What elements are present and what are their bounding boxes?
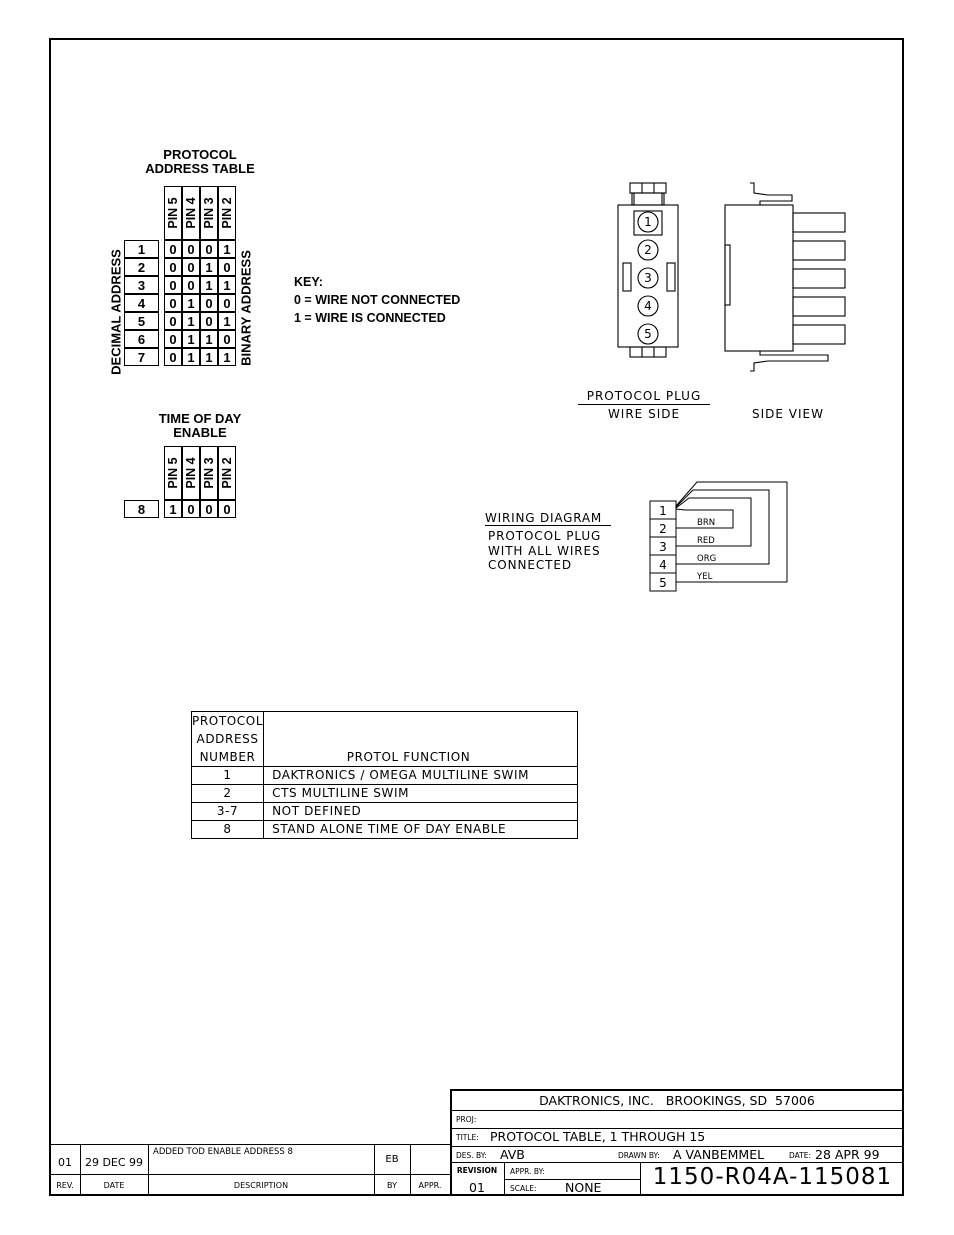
protocol-function-table: [191, 711, 578, 839]
binary-bit-cell: 1: [182, 294, 200, 312]
binary-bit-cell: 0: [182, 258, 200, 276]
wire-label-brn: BRN: [697, 518, 716, 528]
wiring-desc-line3: CONNECTED: [488, 558, 572, 572]
decimal-address-cell: 1: [124, 240, 159, 258]
address-pin-header: [218, 186, 236, 240]
drawn-by-label: DRAWN BY:: [618, 1151, 660, 1160]
revision-rev: 01: [58, 1156, 72, 1169]
decimal-address-cell: 7: [124, 348, 159, 366]
wiring-wires: [676, 482, 787, 582]
tod-pin-header: [218, 446, 236, 500]
tod-pin-header-label: PIN 2: [220, 457, 234, 489]
plug-pin-label-5: 5: [644, 327, 652, 341]
tod-table-title: [130, 412, 270, 440]
address-pin-header: [200, 186, 218, 240]
decimal-address-cell: 2: [124, 258, 159, 276]
decimal-address-label: DECIMAL ADDRESS: [108, 249, 124, 375]
binary-address-label: BINARY ADDRESS: [238, 250, 254, 366]
plug-label-side-view: SIDE VIEW: [752, 407, 824, 421]
wiring-pin-4: 4: [659, 558, 667, 572]
title-label: TITLE:: [456, 1133, 479, 1142]
date-value: 28 APR 99: [815, 1147, 880, 1162]
key-block: [294, 273, 460, 327]
scale-value: NONE: [565, 1180, 602, 1195]
tod-bit-cell: 0: [182, 500, 200, 518]
header-address-number: [192, 712, 264, 767]
tod-pin-header-label: PIN 5: [166, 457, 180, 489]
tod-pin-header: [200, 446, 218, 500]
binary-bit-cell: 0: [218, 330, 236, 348]
header-function: [264, 712, 578, 767]
address-table-title-line2: ADDRESS TABLE: [145, 161, 255, 176]
binary-bit-cell: 1: [200, 348, 218, 366]
scale-label: SCALE:: [510, 1184, 537, 1193]
revision-hdr-description: DESCRIPTION: [233, 1181, 289, 1190]
key-line-0: 0 = WIRE NOT CONNECTED: [294, 293, 461, 307]
address-pin-header-label: PIN 4: [184, 197, 198, 229]
decimal-address-cell: 5: [124, 312, 159, 330]
address-pin-header: [164, 186, 182, 240]
drawing-number: 1150-R04A-115081: [652, 1164, 893, 1190]
binary-bit-cell: 0: [200, 240, 218, 258]
tod-pin-header-label: PIN 3: [202, 457, 216, 489]
table-row: [192, 767, 578, 785]
wiring-desc-line2: WITH ALL WIRES: [488, 543, 601, 558]
binary-bit-cell: 0: [164, 348, 182, 366]
revision-hdr-by: BY: [387, 1181, 397, 1190]
key-line-1: 1 = WIRE IS CONNECTED: [294, 311, 446, 325]
binary-bit-cell: 1: [218, 240, 236, 258]
binary-bit-cell: 1: [200, 276, 218, 294]
row-function: CTS MULTILINE SWIM: [264, 785, 578, 803]
plug-side-view: [725, 183, 845, 371]
revision-date: 29 DEC 99: [84, 1156, 144, 1169]
wiring-pin-3: 3: [659, 540, 667, 554]
header-col1-line3: NUMBER: [199, 750, 256, 764]
binary-bit-cell: 0: [182, 240, 200, 258]
binary-bit-cell: 0: [164, 240, 182, 258]
drawn-by-value: A VANBEMMEL: [673, 1147, 765, 1162]
row-number: 8: [192, 821, 264, 839]
decimal-address-cell: 3: [124, 276, 159, 294]
tod-bit-cell: 1: [164, 500, 182, 518]
address-table-title: [120, 148, 280, 176]
revision-value: 01: [469, 1180, 485, 1195]
table-row: [192, 803, 578, 821]
revision-hdr-date: DATE: [103, 1181, 125, 1190]
binary-bit-cell: 0: [164, 312, 182, 330]
tod-pin-header: [182, 446, 200, 500]
wire-label-red: RED: [697, 536, 715, 546]
revision-hdr-rev: REV.: [56, 1181, 74, 1190]
plug-label-main: PROTOCOL PLUG: [578, 389, 710, 405]
des-by-label: DES. BY:: [456, 1151, 487, 1160]
address-table-title-line1: PROTOCOL: [163, 147, 237, 162]
drawing-title: PROTOCOL TABLE, 1 THROUGH 15: [490, 1129, 706, 1144]
binary-bit-cell: 0: [200, 312, 218, 330]
header-col1-line1: PROTOCOL: [192, 714, 264, 728]
binary-bit-cell: 0: [218, 258, 236, 276]
binary-bit-cell: 1: [182, 348, 200, 366]
des-by-value: AVB: [500, 1147, 525, 1162]
wiring-pin-5: 5: [659, 576, 667, 590]
revision-description: ADDED TOD ENABLE ADDRESS 8: [153, 1147, 293, 1157]
wiring-title: WIRING DIAGRAM: [485, 511, 611, 526]
binary-bit-cell: 0: [164, 330, 182, 348]
date-label: DATE:: [789, 1151, 812, 1160]
binary-bit-cell: 1: [200, 258, 218, 276]
decimal-address-cell: 4: [124, 294, 159, 312]
proj-label: PROJ:: [456, 1115, 477, 1124]
wiring-description: [488, 529, 601, 573]
binary-bit-cell: 1: [182, 312, 200, 330]
plug-label-wire-side: WIRE SIDE: [607, 407, 681, 421]
table-row: [192, 821, 578, 839]
row-function: STAND ALONE TIME OF DAY ENABLE: [264, 821, 578, 839]
wiring-pin-2: 2: [659, 522, 667, 536]
binary-bit-cell: 1: [200, 330, 218, 348]
row-number: 3-7: [192, 803, 264, 821]
binary-bit-cell: 0: [164, 276, 182, 294]
tod-title-line1: TIME OF DAY: [158, 411, 242, 426]
header-function-label: PROTOL FUNCTION: [346, 750, 471, 764]
binary-bit-cell: 1: [218, 348, 236, 366]
binary-bit-cell: 0: [218, 294, 236, 312]
appr-by-label: APPR. BY:: [510, 1167, 545, 1176]
tod-decimal-cell: 8: [124, 500, 159, 518]
wiring-diagram: [645, 478, 795, 593]
plug-pin-label-2: 2: [644, 243, 652, 257]
tod-title-line2: ENABLE: [173, 425, 227, 440]
binary-bit-cell: 1: [182, 330, 200, 348]
revision-label: REVISION: [456, 1166, 498, 1175]
binary-bit-cell: 1: [218, 312, 236, 330]
plug-pin-label-1: 1: [644, 215, 652, 229]
address-pin-header-label: PIN 2: [220, 197, 234, 229]
table-row: [192, 785, 578, 803]
binary-bit-cell: 0: [200, 294, 218, 312]
binary-bit-cell: 0: [182, 276, 200, 294]
address-pin-header-label: PIN 3: [202, 197, 216, 229]
key-title: KEY:: [294, 275, 323, 289]
plug-pin-label-3: 3: [644, 271, 652, 285]
wiring-pin-1: 1: [659, 504, 667, 518]
revision-by: EB: [385, 1154, 399, 1165]
address-pin-header: [182, 186, 200, 240]
binary-bit-cell: 0: [164, 258, 182, 276]
tod-pin-header-label: PIN 4: [184, 457, 198, 489]
row-number: 2: [192, 785, 264, 803]
row-number: 1: [192, 767, 264, 785]
revision-hdr-appr: APPR.: [418, 1181, 442, 1190]
tod-bit-cell: 0: [200, 500, 218, 518]
binary-bit-cell: 0: [164, 294, 182, 312]
row-function: DAKTRONICS / OMEGA MULTILINE SWIM: [264, 767, 578, 785]
tod-bit-cell: 0: [218, 500, 236, 518]
plug-pin-label-4: 4: [644, 299, 652, 313]
company-name: DAKTRONICS, INC. BROOKINGS, SD 57006: [539, 1093, 815, 1108]
function-table-header: [192, 712, 578, 767]
wire-label-yel: YEL: [697, 572, 713, 582]
protocol-plug-drawing: [570, 175, 860, 375]
decimal-address-cell: 6: [124, 330, 159, 348]
wire-label-org: ORG: [697, 554, 717, 564]
wiring-desc-line1: PROTOCOL PLUG: [488, 529, 602, 543]
header-col1-line2: ADDRESS: [196, 732, 259, 746]
row-function: NOT DEFINED: [264, 803, 578, 821]
binary-bit-cell: 1: [218, 276, 236, 294]
address-pin-header-label: PIN 5: [166, 197, 180, 229]
tod-pin-header: [164, 446, 182, 500]
